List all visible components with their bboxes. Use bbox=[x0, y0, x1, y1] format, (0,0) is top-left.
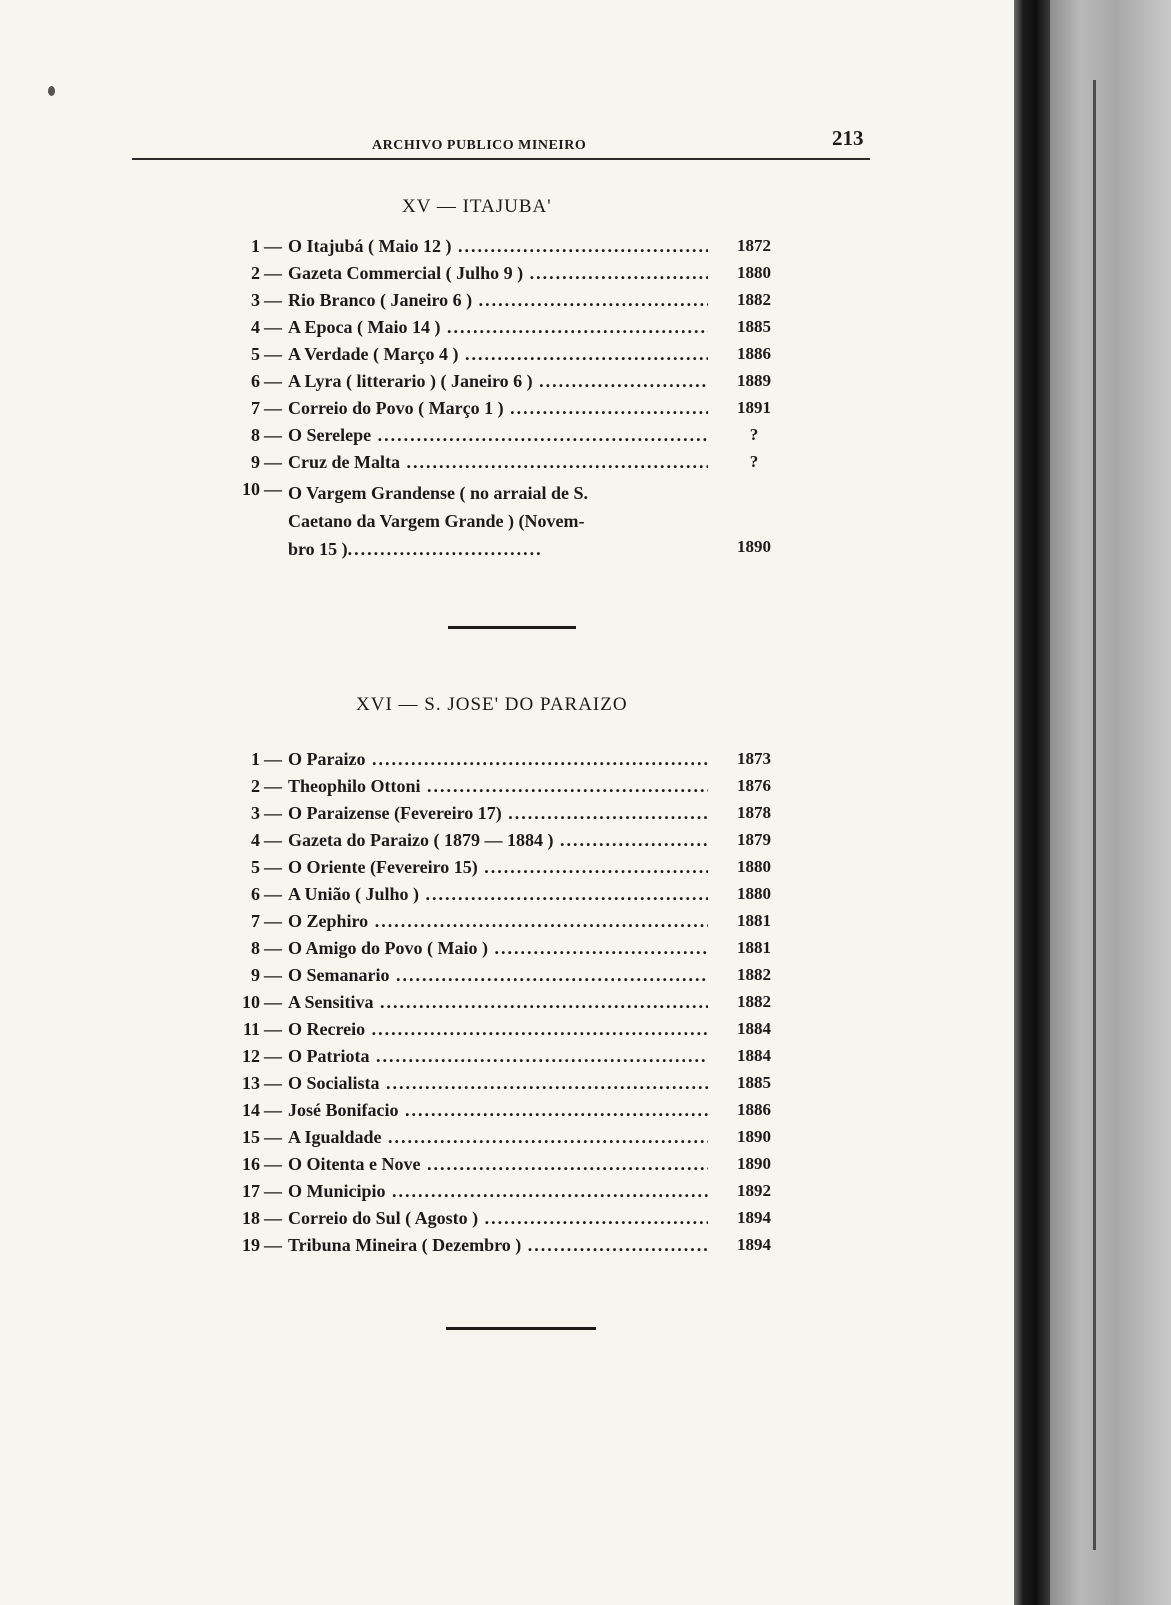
item-year: 1880 bbox=[737, 857, 771, 876]
item-title: O Zephiro ..... bbox=[288, 911, 708, 932]
item-number: 3 bbox=[251, 290, 260, 310]
item-title: A Sensitiva ..... bbox=[288, 992, 708, 1013]
item-title: Correio do Sul ( Agosto ) ..... bbox=[288, 1208, 708, 1229]
item-year: 1881 bbox=[737, 938, 771, 957]
item-title: O Itajubá ( Maio 12 ) ..... bbox=[288, 236, 708, 257]
list-item: 1 — O Paraizo ..... 1873 bbox=[224, 747, 820, 774]
item-title-line: bro 15 ) ..... bbox=[288, 539, 543, 559]
item-year: 1894 bbox=[737, 1208, 771, 1227]
item-number: 1 bbox=[251, 236, 260, 256]
item-number: 7 bbox=[251, 911, 260, 931]
item-year: 1880 bbox=[737, 884, 771, 903]
item-number: 16 bbox=[242, 1154, 260, 1174]
item-year: 1885 bbox=[737, 317, 771, 336]
list-item: 10 — O Vargem Grandense ( no arraial de S. Caetano da Vargem Grande ) (Novem- bro 15 ) ..... 1890 bbox=[224, 477, 820, 561]
item-title: O Patriota ..... bbox=[288, 1046, 708, 1067]
item-year: 1892 bbox=[737, 1181, 771, 1200]
item-number: 10 bbox=[242, 992, 260, 1012]
list-item: 7 — O Zephiro ..... 1881 bbox=[224, 909, 820, 936]
item-number: 4 bbox=[251, 317, 260, 337]
item-year: ? bbox=[749, 452, 759, 471]
item-number: 9 bbox=[251, 452, 260, 472]
page-number: 213 bbox=[832, 126, 864, 150]
item-title: Gazeta Commercial ( Julho 9 ) ..... bbox=[288, 263, 708, 284]
list-item: 15 — A Igualdade ..... 1890 bbox=[224, 1125, 820, 1152]
list-item: 5 — O Oriente (Fevereiro 15) ..... 1880 bbox=[224, 855, 820, 882]
item-year: 1890 bbox=[737, 1154, 771, 1173]
item-year: 1882 bbox=[737, 992, 771, 1011]
page-header bbox=[132, 126, 870, 160]
item-year: 1884 bbox=[737, 1046, 771, 1065]
list-item: 8 — O Serelepe ..... ? bbox=[224, 423, 820, 450]
item-number: 9 bbox=[251, 965, 260, 985]
item-number: 13 bbox=[242, 1073, 260, 1093]
item-title-line: O Vargem Grandense ( no arraial de S. bbox=[288, 483, 588, 503]
list-item: 2 — Theophilo Ottoni ..... 1876 bbox=[224, 774, 820, 801]
list-item: 6 — A União ( Julho ) ..... 1880 bbox=[224, 882, 820, 909]
item-title: O Municipio ..... bbox=[288, 1181, 708, 1202]
item-title: O Semanario ..... bbox=[288, 965, 708, 986]
item-title: A Epoca ( Maio 14 ) ..... bbox=[288, 317, 708, 338]
list-itajuba bbox=[224, 234, 820, 561]
item-title: O Socialista ..... bbox=[288, 1073, 708, 1094]
item-year: 1879 bbox=[737, 830, 771, 849]
item-year: 1881 bbox=[737, 911, 771, 930]
item-number: 3 bbox=[251, 803, 260, 823]
item-number: 6 bbox=[251, 371, 260, 391]
item-year: 1885 bbox=[737, 1073, 771, 1092]
item-year: 1886 bbox=[737, 344, 771, 363]
list-s-jose-do-paraizo bbox=[224, 747, 820, 1260]
list-item: 11 — O Recreio ..... 1884 bbox=[224, 1017, 820, 1044]
list-item: 9 — Cruz de Malta ..... ? bbox=[224, 450, 820, 477]
item-title: O Recreio ..... bbox=[288, 1019, 708, 1040]
item-title-line: Caetano da Vargem Grande ) (Novem- bbox=[288, 511, 585, 531]
item-title: O Paraizo ..... bbox=[288, 749, 708, 770]
item-year: 1886 bbox=[737, 1100, 771, 1119]
item-number: 2 bbox=[251, 776, 260, 796]
binding-crease bbox=[1093, 80, 1096, 1550]
running-title: ARCHIVO PUBLICO MINEIRO bbox=[372, 138, 587, 153]
item-title: Tribuna Mineira ( Dezembro ) ..... bbox=[288, 1235, 708, 1256]
item-year: 1876 bbox=[737, 776, 771, 795]
item-number: 15 bbox=[242, 1127, 260, 1147]
item-title: O Amigo do Povo ( Maio ) ..... bbox=[288, 938, 708, 959]
item-number: 5 bbox=[251, 344, 260, 364]
list-item: 1 — O Itajubá ( Maio 12 ) ..... 1872 bbox=[224, 234, 820, 261]
item-number: 1 bbox=[251, 749, 260, 769]
item-title: Correio do Povo ( Março 1 ) ..... bbox=[288, 398, 708, 419]
paper-speck bbox=[48, 86, 55, 96]
item-number: 8 bbox=[251, 425, 260, 445]
item-year: 1891 bbox=[737, 398, 771, 417]
item-number: 2 bbox=[251, 263, 260, 283]
item-title: O Oitenta e Nove ..... bbox=[288, 1154, 708, 1175]
item-year: 1882 bbox=[737, 965, 771, 984]
item-year: 1894 bbox=[737, 1235, 771, 1254]
item-number: 12 bbox=[242, 1046, 260, 1066]
item-title: A Verdade ( Março 4 ) ..... bbox=[288, 344, 708, 365]
item-number: 18 bbox=[242, 1208, 260, 1228]
item-title: O Serelepe ..... bbox=[288, 425, 708, 446]
item-year: 1884 bbox=[737, 1019, 771, 1038]
item-year: 1890 bbox=[737, 537, 771, 556]
item-title: Gazeta do Paraizo ( 1879 — 1884 ) ..... bbox=[288, 830, 708, 851]
item-year: 1873 bbox=[737, 749, 771, 768]
item-number: 7 bbox=[251, 398, 260, 418]
item-title: O Oriente (Fevereiro 15) ..... bbox=[288, 857, 708, 878]
item-title: A Lyra ( litterario ) ( Janeiro 6 ) ..... bbox=[288, 371, 708, 392]
item-title: Rio Branco ( Janeiro 6 ) ..... bbox=[288, 290, 708, 311]
item-number: 10 bbox=[242, 479, 260, 499]
list-item: 6 — A Lyra ( litterario ) ( Janeiro 6 ) ..... 1889 bbox=[224, 369, 820, 396]
list-item: 9 — O Semanario ..... 1882 bbox=[224, 963, 820, 990]
section-title-s-jose-do-paraizo: XVI — S. JOSE' DO PARAIZO bbox=[356, 694, 628, 715]
item-number: 11 bbox=[242, 1019, 260, 1039]
list-item: 17 — O Municipio ..... 1892 bbox=[224, 1179, 820, 1206]
item-year: 1890 bbox=[737, 1127, 771, 1146]
item-title: José Bonifacio ..... bbox=[288, 1100, 708, 1121]
list-item: 10 — A Sensitiva ..... 1882 bbox=[224, 990, 820, 1017]
item-number: 6 bbox=[251, 884, 260, 904]
item-year: 1878 bbox=[737, 803, 771, 822]
list-item: 4 — A Epoca ( Maio 14 ) ..... 1885 bbox=[224, 315, 820, 342]
facing-page-edge bbox=[1050, 0, 1171, 1605]
item-year: ? bbox=[749, 425, 759, 444]
end-divider bbox=[446, 1327, 596, 1330]
item-number: 4 bbox=[251, 830, 260, 850]
list-item: 14 — José Bonifacio ..... 1886 bbox=[224, 1098, 820, 1125]
item-number: 19 bbox=[242, 1235, 260, 1255]
list-item: 7 — Correio do Povo ( Março 1 ) ..... 1891 bbox=[224, 396, 820, 423]
list-item: 2 — Gazeta Commercial ( Julho 9 ) ..... 1880 bbox=[224, 261, 820, 288]
item-year: 1880 bbox=[737, 263, 771, 282]
item-title: Theophilo Ottoni ..... bbox=[288, 776, 708, 797]
list-item: 3 — O Paraizense (Fevereiro 17) ..... 1878 bbox=[224, 801, 820, 828]
list-item: 19 — Tribuna Mineira ( Dezembro ) ..... 1894 bbox=[224, 1233, 820, 1260]
item-year: 1872 bbox=[737, 236, 771, 255]
item-title: O Paraizense (Fevereiro 17) ..... bbox=[288, 803, 708, 824]
book-binding-shadow bbox=[1014, 0, 1050, 1605]
list-item: 4 — Gazeta do Paraizo ( 1879 — 1884 ) ..... 1879 bbox=[224, 828, 820, 855]
list-item: 3 — Rio Branco ( Janeiro 6 ) ..... 1882 bbox=[224, 288, 820, 315]
list-item: 5 — A Verdade ( Março 4 ) ..... 1886 bbox=[224, 342, 820, 369]
item-title: A União ( Julho ) ..... bbox=[288, 884, 708, 905]
list-item: 13 — O Socialista ..... 1885 bbox=[224, 1071, 820, 1098]
list-item: 8 — O Amigo do Povo ( Maio ) ..... 1881 bbox=[224, 936, 820, 963]
item-title: Cruz de Malta ..... bbox=[288, 452, 708, 473]
list-item: 12 — O Patriota ..... 1884 bbox=[224, 1044, 820, 1071]
item-number: 8 bbox=[251, 938, 260, 958]
item-title bbox=[288, 479, 718, 563]
item-number: 14 bbox=[242, 1100, 260, 1120]
item-year: 1882 bbox=[737, 290, 771, 309]
section-title-itajuba: XV — ITAJUBA' bbox=[402, 196, 552, 217]
item-title: A Igualdade ..... bbox=[288, 1127, 708, 1148]
item-number: 17 bbox=[242, 1181, 260, 1201]
section-divider bbox=[448, 626, 576, 629]
item-number: 5 bbox=[251, 857, 260, 877]
list-item: 18 — Correio do Sul ( Agosto ) ..... 1894 bbox=[224, 1206, 820, 1233]
list-item: 16 — O Oitenta e Nove ..... 1890 bbox=[224, 1152, 820, 1179]
item-year: 1889 bbox=[737, 371, 771, 390]
